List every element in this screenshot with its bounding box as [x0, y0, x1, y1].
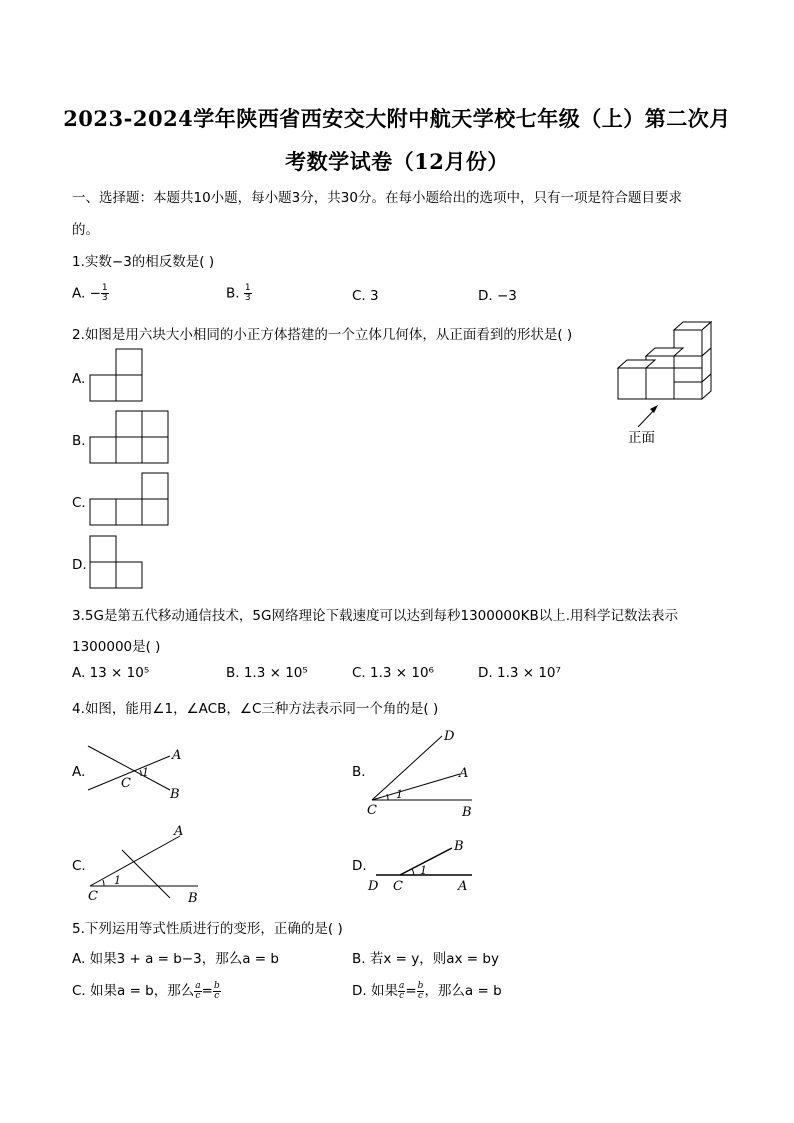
- page-title: 2023-2024学年陕西省西安交大附中航天学校七年级（上）第二次月: [63, 106, 731, 131]
- q2-option-c[interactable]: C.: [72, 495, 86, 511]
- q4-figure-d: [366, 838, 486, 898]
- fraction-numerator: a: [398, 980, 405, 991]
- q5-stem: 5.下列运用等式性质进行的变形，正确的是( ): [72, 921, 343, 937]
- q4d-label-a: A: [458, 879, 468, 894]
- fraction-denominator: c: [399, 990, 405, 1001]
- q3-option-a[interactable]: A. 13 × 10⁵: [72, 665, 150, 681]
- q4d-label-1: 1: [420, 864, 427, 877]
- q4-figure-b: [364, 728, 484, 820]
- fraction-denominator: c: [195, 990, 201, 1001]
- q5-option-c[interactable]: [72, 979, 221, 1001]
- q1-option-d[interactable]: D. −3: [478, 288, 517, 304]
- front-arrow-icon: [650, 405, 658, 413]
- q2-option-b[interactable]: B.: [72, 433, 86, 449]
- q4b-label-b: B: [462, 805, 472, 820]
- q2-front-label: 正面: [628, 430, 655, 446]
- q4d-label-b: B: [454, 839, 464, 854]
- q5-option-c-text: C. 如果a = b，那么: [72, 983, 195, 999]
- q2-figure-a: [88, 348, 148, 404]
- q3-option-b[interactable]: B. 1.3 × 10⁵: [226, 665, 308, 681]
- q5c-fraction-2: [213, 982, 221, 1001]
- q4c-label-c: C: [88, 889, 98, 904]
- q5-option-a[interactable]: A. 如果3 + a = b−3，那么a = b: [72, 951, 279, 967]
- q1-option-a-fraction: [101, 284, 109, 303]
- q3-stem-line2: 1300000是( ): [72, 639, 161, 655]
- q4b-label-a: A: [459, 766, 469, 781]
- q4a-label-c: C: [121, 776, 131, 791]
- q5-option-d-text-pre: D. 如果: [352, 983, 398, 999]
- fraction-numerator: b: [417, 980, 424, 991]
- q4c-label-1: 1: [114, 874, 121, 887]
- q2-figure-d: [88, 535, 148, 591]
- fraction-denominator: 3: [244, 293, 251, 303]
- q4a-label-b: B: [170, 787, 180, 802]
- page-title-line2: 考数学试卷（12月份）: [285, 149, 509, 174]
- fraction-denominator: c: [418, 990, 424, 1001]
- q1-stem: 1.实数−3的相反数是( ): [72, 254, 215, 270]
- q3-option-c[interactable]: C. 1.3 × 10⁶: [352, 665, 434, 681]
- q4b-label-c: C: [367, 803, 377, 818]
- q4-option-d[interactable]: D.: [352, 858, 367, 874]
- fraction-denominator: 3: [101, 293, 108, 303]
- fraction-numerator: b: [213, 980, 220, 991]
- q5c-equals: =: [201, 983, 213, 999]
- q1-option-b[interactable]: [226, 284, 252, 303]
- q3-stem-line1: 3.5G是第五代移动通信技术，5G网络理论下载速度可以达到每秒1300000KB以上.用科学记数法表示: [72, 608, 679, 624]
- q2-option-a[interactable]: A.: [72, 371, 86, 387]
- q4b-label-d: D: [444, 729, 455, 744]
- q4a-label-a: A: [172, 748, 182, 763]
- q5d-equals: =: [405, 983, 417, 999]
- q4c-label-b: B: [188, 891, 198, 906]
- section-header: 一、选择题：本题共10小题，每小题3分，共30分。在每小题给出的选项中，只有一项是符合题目要求: [72, 190, 682, 206]
- q4b-label-1: 1: [396, 788, 403, 801]
- q2-figure-c: [88, 472, 172, 528]
- q1-option-c[interactable]: C. 3: [352, 288, 379, 304]
- q1-option-b-label: B.: [226, 285, 240, 302]
- q2-stem: 2.如图是用六块大小相同的小正方体搭建的一个立体几何体，从正面看到的形状是( ): [72, 327, 573, 343]
- fraction-denominator: c: [214, 990, 220, 1001]
- q4-option-a[interactable]: A.: [72, 764, 86, 780]
- q4-stem: 4.如图，能用∠1，∠ACB，∠C三种方法表示同一个角的是( ): [72, 701, 439, 717]
- q1-option-a[interactable]: [72, 284, 109, 303]
- q4a-label-1: 1: [142, 766, 149, 779]
- q4-option-b[interactable]: B.: [352, 764, 366, 780]
- section-header-cont: 的。: [72, 222, 99, 238]
- fraction-numerator: 1: [244, 283, 251, 293]
- fraction-numerator: a: [195, 980, 201, 991]
- q5c-fraction-1: [194, 982, 201, 1001]
- q1-option-a-label: A. −: [72, 285, 101, 302]
- q3-option-d[interactable]: D. 1.3 × 10⁷: [478, 665, 561, 681]
- q5-option-d[interactable]: [352, 979, 502, 1001]
- fraction-numerator: 1: [101, 283, 108, 293]
- q4-option-c[interactable]: C.: [72, 858, 86, 874]
- q4d-label-c: C: [393, 879, 403, 894]
- q2-figure-b: [88, 410, 172, 466]
- q2-solid-figure: [612, 318, 727, 443]
- q4-figure-a: [86, 742, 196, 802]
- q2-option-d[interactable]: D.: [72, 557, 87, 573]
- q4d-label-d: D: [368, 879, 379, 894]
- q5-option-b[interactable]: B. 若x = y，则ax = by: [352, 951, 499, 967]
- q1-option-b-fraction: [244, 284, 252, 303]
- q4c-label-a: A: [174, 824, 184, 839]
- q4-figure-c: [86, 822, 206, 906]
- q5-option-d-text-post: ，那么a = b: [424, 983, 502, 999]
